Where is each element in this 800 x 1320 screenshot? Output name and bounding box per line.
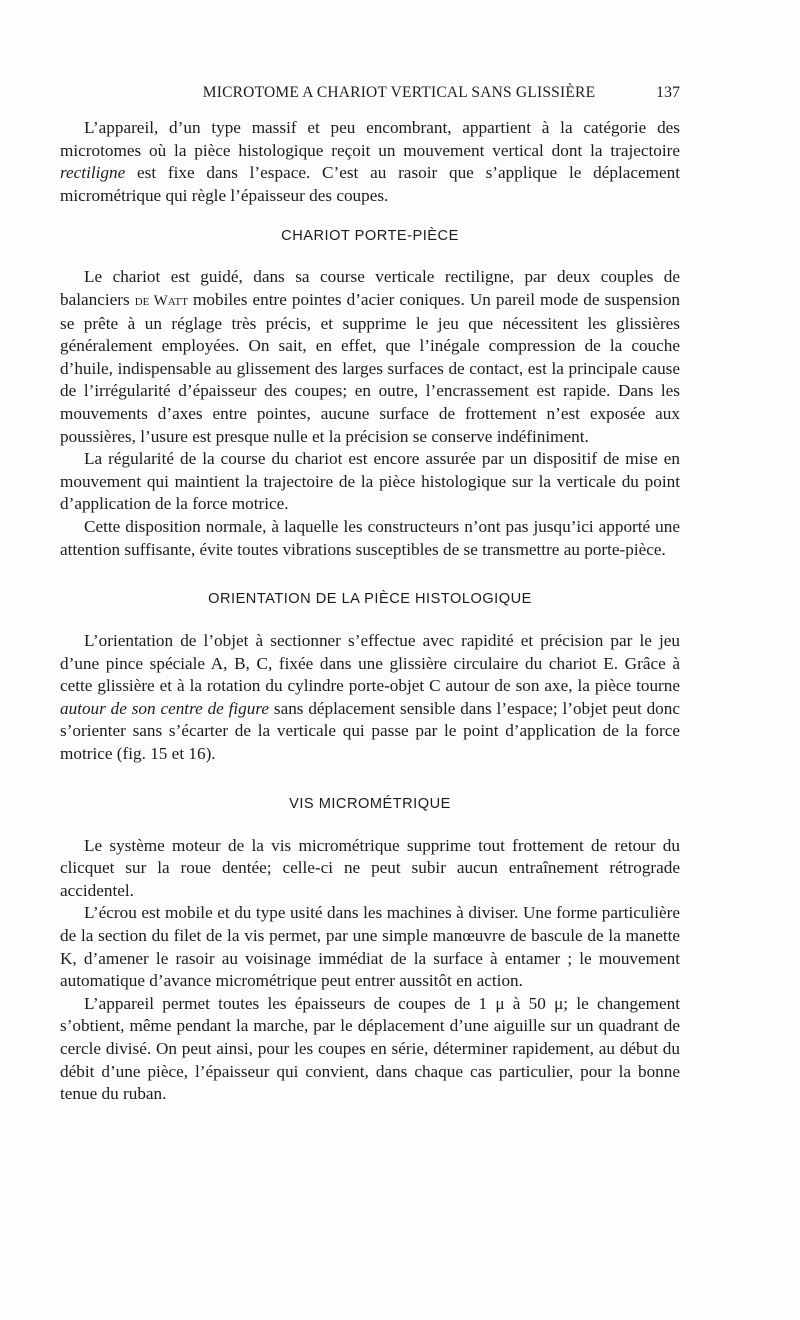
orientation-italic: autour de son centre de figure [60, 698, 270, 718]
section-heading-chariot: CHARIOT PORTE-PIÈCE [281, 228, 459, 245]
orientation-paragraph [60, 630, 680, 766]
intro-italic: rectiligne [60, 163, 126, 183]
section-heading-vis: VIS MICROMÉTRIQUE [289, 795, 451, 812]
chariot-paragraph-3: Cette disposition normale, à laquelle les constructeurs n’ont pas jusqu’ici apporté une attention suffisante, évite toutes vibrations susceptibles de se transmettre au porte-pièce. [60, 516, 680, 559]
vis-paragraph-2: L’écrou est mobile et du type usité dans les machines à diviser. Une forme particulière de la section du filet de la vis permet, par une simple manœuvre de bascule de la manette K, d’amener le rasoir au voisinage immédiat de la surface à entamer ; le mouvement automatique d’avance micrométrique peut entrer aussitôt en action. [60, 903, 680, 991]
intro-paragraph [60, 117, 680, 207]
chariot-paragraph-1 [60, 266, 680, 448]
chariot-text-2: mobiles entre pointes d’acier coniques. Un pareil mode de suspension se prête à un réglage très précis, et supprime le jeu que nécessitent les glissières généralement employées. On sait, en effet, que l’inégale compression de la couche d’huile, indispensable au glissement des larges surfaces de contact, est la principale cause de l’irrégularité d’épaisseur des coupes; en outre, l’encrassement est rapide. Dans les mouvements d’axes entre pointes, aucune surface de frottement n’est exposée aux poussières, l’usure est presque nulle et la précision se conserve indéfiniment. [60, 289, 681, 446]
page-number: 137 [656, 84, 680, 101]
chariot-text-1: Le chariot est guidé, dans sa course verticale rectiligne, par deux couples de balanciers [60, 267, 680, 309]
intro-text-2: est fixe dans l’espace. C’est au rasoir que s’applique le déplacement micrométrique qui règle l’épaisseur des coupes. [60, 163, 680, 205]
intro-text-1: L’appareil, d’un type massif et peu encombrant, appartient à la catégorie des microtomes où la pièce histologique reçoit un mouvement vertical dont la trajectoire [60, 118, 680, 160]
orientation-text-2: sans déplacement sensible dans l’espace; l’objet peut donc s’orienter sans s’écarter de la verticale qui passe par le point d’application de la force motrice (fig. 15 et 16). [60, 698, 680, 764]
vis-paragraph-3: L’appareil permet toutes les épaisseurs de coupes de 1 μ à 50 μ; le changement s’obtient, même pendant la marche, par le déplacement d’une aiguille sur un quadrant de cercle divisé. On peut ainsi, pour les coupes en série, déterminer rapidement, au début du débit d’une pièce, l’épaisseur qui convient, dans chaque cas particulier, pour la bonne tenue du ruban. [60, 993, 680, 1104]
vis-paragraph-1: Le système moteur de la vis micrométrique supprime tout frottement de retour du clicquet sur la roue dentée; celle-ci ne peut subir aucun entraînement rétrograde accidentel. [60, 835, 680, 900]
body-text [60, 117, 680, 1106]
watt-smallcaps: de Watt [134, 292, 188, 309]
running-title: MICROTOME A CHARIOT VERTICAL SANS GLISSIÈRE [202, 84, 596, 101]
chariot-paragraph-2: La régularité de la course du chariot est encore assurée par un dispositif de mise en mouvement qui maintient la trajectoire de la pièce histologique sur la verticale du point d’application de la force motrice. [60, 449, 680, 514]
section-heading-orientation: ORIENTATION DE LA PIÈCE HISTOLOGIQUE [208, 591, 532, 608]
orientation-text-1: L’orientation de l’objet à sectionner s’effectue avec rapidité et précision par le jeu d’une pince spéciale A, B, C, fixée dans une glissière circulaire du chariot E. Grâce à cette glissière et à la rotation du cylindre porte-objet C autour de son axe, la pièce tourne [60, 631, 680, 696]
page-header [60, 84, 680, 108]
